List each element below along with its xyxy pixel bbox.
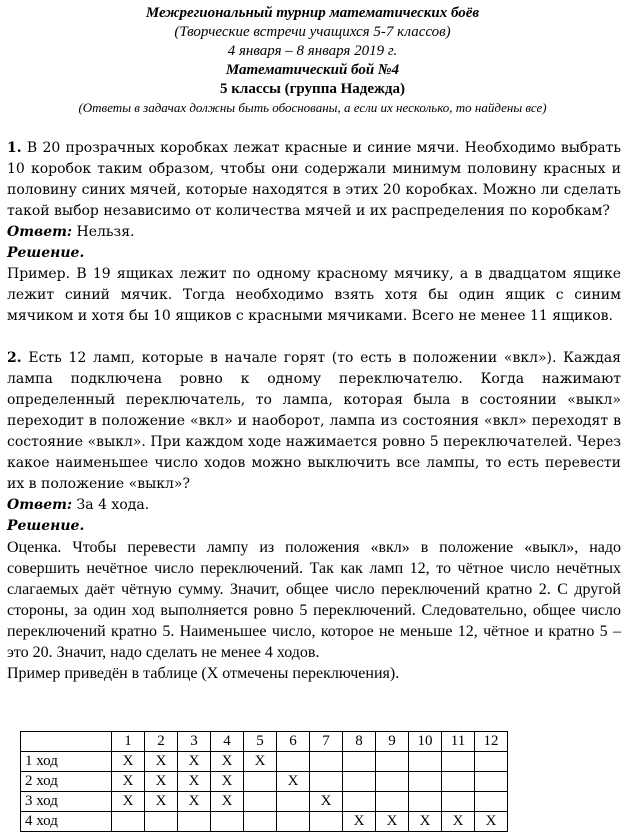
table-cell <box>376 772 409 792</box>
table-cell <box>475 772 508 792</box>
table-cell <box>376 752 409 772</box>
document-header <box>0 4 625 116</box>
table-header-row <box>21 732 508 752</box>
table-cell <box>310 752 343 772</box>
table-header-cell: 3 <box>178 732 211 752</box>
problem-1-answer-text: Нельзя. <box>76 224 135 240</box>
table-row <box>21 772 508 792</box>
problem-1-statement <box>7 138 621 222</box>
table-cell <box>145 812 178 832</box>
table-cell: X <box>178 772 211 792</box>
problem-1-text: В 20 прозрачных коробках лежат красные и синие мячи. Необходимо выбрать 10 коробок таким образом, чтобы они содержали минимум половину красных и половину синих мячей, которые находятся в этих 20 коробках. Можно ли сделать такой выбор независимо от количества мячей и их распределения по коробкам? <box>7 140 621 219</box>
table-header-cell: 6 <box>277 732 310 752</box>
table-row <box>21 752 508 772</box>
table-cell: X <box>178 752 211 772</box>
table-cell <box>244 772 277 792</box>
table-cell <box>409 772 442 792</box>
table-header-cell: 7 <box>310 732 343 752</box>
problem-2-answer-label: Ответ: <box>7 497 73 513</box>
table-header-cell: 1 <box>112 732 145 752</box>
table-row <box>21 812 508 832</box>
table-header-cell <box>21 732 112 752</box>
table-cell: 3 ход <box>21 792 112 812</box>
problem-2-answer-text: За 4 хода. <box>76 497 150 513</box>
spacer <box>7 327 621 348</box>
table-header-cell: 12 <box>475 732 508 752</box>
problem-1-number: 1. <box>7 140 22 156</box>
table-cell: X <box>310 792 343 812</box>
table-cell <box>244 812 277 832</box>
table-cell <box>310 812 343 832</box>
table-cell: X <box>277 772 310 792</box>
table-cell <box>475 752 508 772</box>
table-header-cell: 5 <box>244 732 277 752</box>
table-cell <box>376 792 409 812</box>
table-cell <box>409 792 442 812</box>
table-cell <box>442 752 475 772</box>
table-header-cell: 10 <box>409 732 442 752</box>
problem-2-answer <box>7 495 621 516</box>
table-cell: X <box>178 792 211 812</box>
table-caption: Пример приведён в таблице (X отмечены переключения). <box>7 665 400 682</box>
battle-title: Математический бой №4 <box>225 62 400 78</box>
table-cell: X <box>376 812 409 832</box>
problem-2-number: 2. <box>7 350 22 366</box>
table-cell: X <box>145 772 178 792</box>
table-cell: X <box>475 812 508 832</box>
problem-1-solution-label: Решение. <box>7 245 85 261</box>
table-cell: X <box>112 752 145 772</box>
table-cell: X <box>409 812 442 832</box>
table-cell <box>277 792 310 812</box>
table-cell: X <box>211 772 244 792</box>
table-row <box>21 792 508 812</box>
problem-2-solution-label: Решение. <box>7 518 85 534</box>
table-cell <box>244 792 277 812</box>
table-cell: X <box>211 752 244 772</box>
problem-2-statement <box>7 348 621 495</box>
table-cell <box>343 752 376 772</box>
table-cell <box>310 772 343 792</box>
problem-2-text: Есть 12 ламп, которые в начале горят (то есть в положении «вкл»). Каждая лампа подключена ровно к одному переключателю. Когда нажимают определенный переключатель, то лампа, которая была в состоянии «выкл» переходит в положение «вкл» и наоборот, лампа из состояния «вкл» переходят в состояние «выкл». При каждом ходе нажимается ровно 5 переключателей. Через какое наименьшее число ходов можно выключить все лампы, то есть перевести их в положение «выкл»? <box>7 350 622 492</box>
table-cell <box>343 792 376 812</box>
document-body <box>7 138 621 684</box>
table-cell: X <box>211 792 244 812</box>
table-cell: X <box>343 812 376 832</box>
group-title: 5 классы (группа Надежда) <box>220 81 405 97</box>
table-cell <box>211 812 244 832</box>
table-cell: 2 ход <box>21 772 112 792</box>
table-header-cell: 11 <box>442 732 475 752</box>
table-header-cell: 2 <box>145 732 178 752</box>
table-cell: 1 ход <box>21 752 112 772</box>
table-cell <box>178 812 211 832</box>
table-cell: X <box>442 812 475 832</box>
table-header-cell: 8 <box>343 732 376 752</box>
table-cell <box>112 812 145 832</box>
table-cell: X <box>244 752 277 772</box>
table-cell <box>343 772 376 792</box>
table-header-cell: 4 <box>211 732 244 752</box>
switch-table <box>20 731 508 832</box>
table-cell <box>277 812 310 832</box>
tournament-subtitle: (Творческие встречи учащихся 5-7 классов) <box>174 24 451 40</box>
table-header-cell: 9 <box>376 732 409 752</box>
table-cell: X <box>145 792 178 812</box>
table-cell: X <box>112 792 145 812</box>
table-cell: 4 ход <box>21 812 112 832</box>
problem-1-solution: Пример. В 19 ящиках лежит по одному красному мячику, а в двадцатом ящике лежит синий мячик. Тогда необходимо взять хотя бы один ящик с синим мячиком и хотя бы 10 ящиков с красными мячиками. Всего не менее 11 ящиков. <box>7 266 621 324</box>
table-cell <box>442 792 475 812</box>
table-cell: X <box>112 772 145 792</box>
problem-1-answer <box>7 222 621 243</box>
table-cell <box>409 752 442 772</box>
problem-1-answer-label: Ответ: <box>7 224 73 240</box>
table-cell: X <box>145 752 178 772</box>
table-cell <box>277 752 310 772</box>
tournament-title: Межрегиональный турнир математических боёв <box>145 5 480 21</box>
instructions-note: (Ответы в задачах должны быть обоснованы, а если их несколько, то найдены все) <box>78 100 547 115</box>
tournament-dates: 4 января – 8 января 2019 г. <box>227 43 398 59</box>
problem-2-solution: Оценка. Чтобы перевести лампу из положения «вкл» в положение «выкл», надо совершить нечётное число переключений. Так как ламп 12, то чётное число нечётных слагаемых даёт чётную сумму. Значит, общее число переключений кратно 2. С другой стороны, за один ход выполняется ровно 5 переключений. Следовательно, общее число переключений кратно 5. Наименьшее число, которое не меньше 12, чётное и кратно 5 – это 20. Значит, надо сделать не менее 4 ходов. <box>7 539 621 661</box>
table-cell <box>442 772 475 792</box>
table-cell <box>475 792 508 812</box>
